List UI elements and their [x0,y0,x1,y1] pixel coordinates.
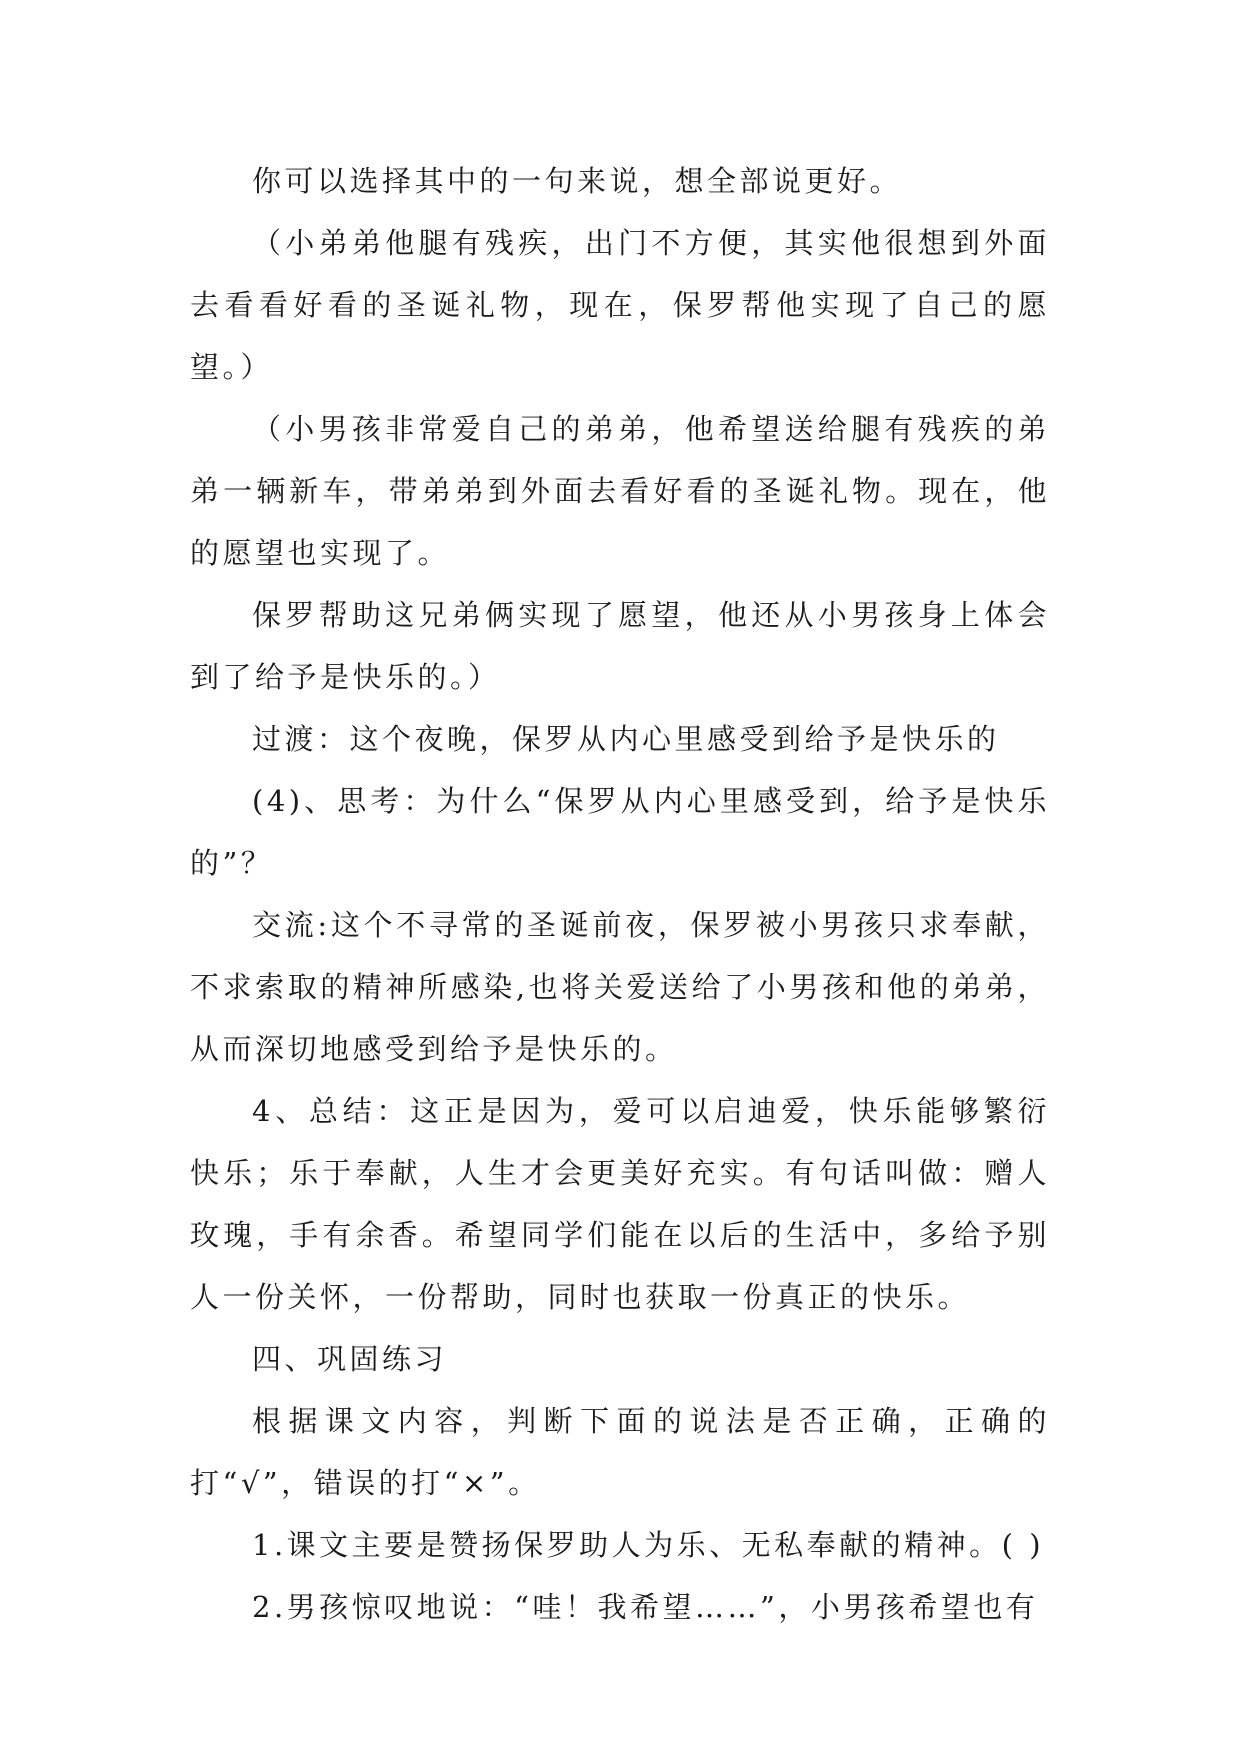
paragraph-paul-helps: 保罗帮助这兄弟俩实现了愿望，他还从小男孩身上体会到了给予是快乐的。） [190,598,1050,694]
paragraph-instructions: 根据课文内容，判断下面的说法是否正确，正确的打“√”，错误的打“×”。 [190,1404,1050,1500]
exercise-item-1: 1.课文主要是赞扬保罗助人为乐、无私奉献的精神。( ) [252,1528,1045,1562]
paragraph-little-brother: （小弟弟他腿有残疾，出门不方便，其实他很想到外面去看看好看的圣诞礼物，现在，保罗帮他实现了自己的愿望。） [190,226,1050,384]
paragraph-summary: 4、总结：这正是因为，爱可以启迪爱，快乐能够繁衍快乐；乐于奉献，人生才会更美好充实。有句话叫做：赠人玫瑰，手有余香。希望同学们能在以后的生活中，多给予别人一份关怀，一份帮助，同时也获取一份真正的快乐。 [190,1094,1050,1314]
paragraph-choose-sentence: 你可以选择其中的一句来说，想全部说更好。 [252,164,903,198]
paragraph-transition: 过渡：这个夜晚，保罗从内心里感受到给予是快乐的 [252,722,1000,756]
exercise-item-2: 2.男孩惊叹地说：“哇！我希望……”，小男孩希望也有 [252,1590,1039,1624]
paragraph-think-question: (4)、思考：为什么“保罗从内心里感受到，给予是快乐的”？ [190,784,1050,880]
document-page [190,150,1050,1638]
paragraph-discussion: 交流:这个不寻常的圣诞前夜，保罗被小男孩只求奉献，不求索取的精神所感染,也将关爱送给了小男孩和他的弟弟，从而深切地感受到给予是快乐的。 [190,908,1050,1066]
section-heading-practice: 四、巩固练习 [252,1342,448,1376]
paragraph-little-boy: （小男孩非常爱自己的弟弟，他希望送给腿有残疾的弟弟一辆新车，带弟弟到外面去看好看的圣诞礼物。现在，他的愿望也实现了。 [190,412,1050,570]
